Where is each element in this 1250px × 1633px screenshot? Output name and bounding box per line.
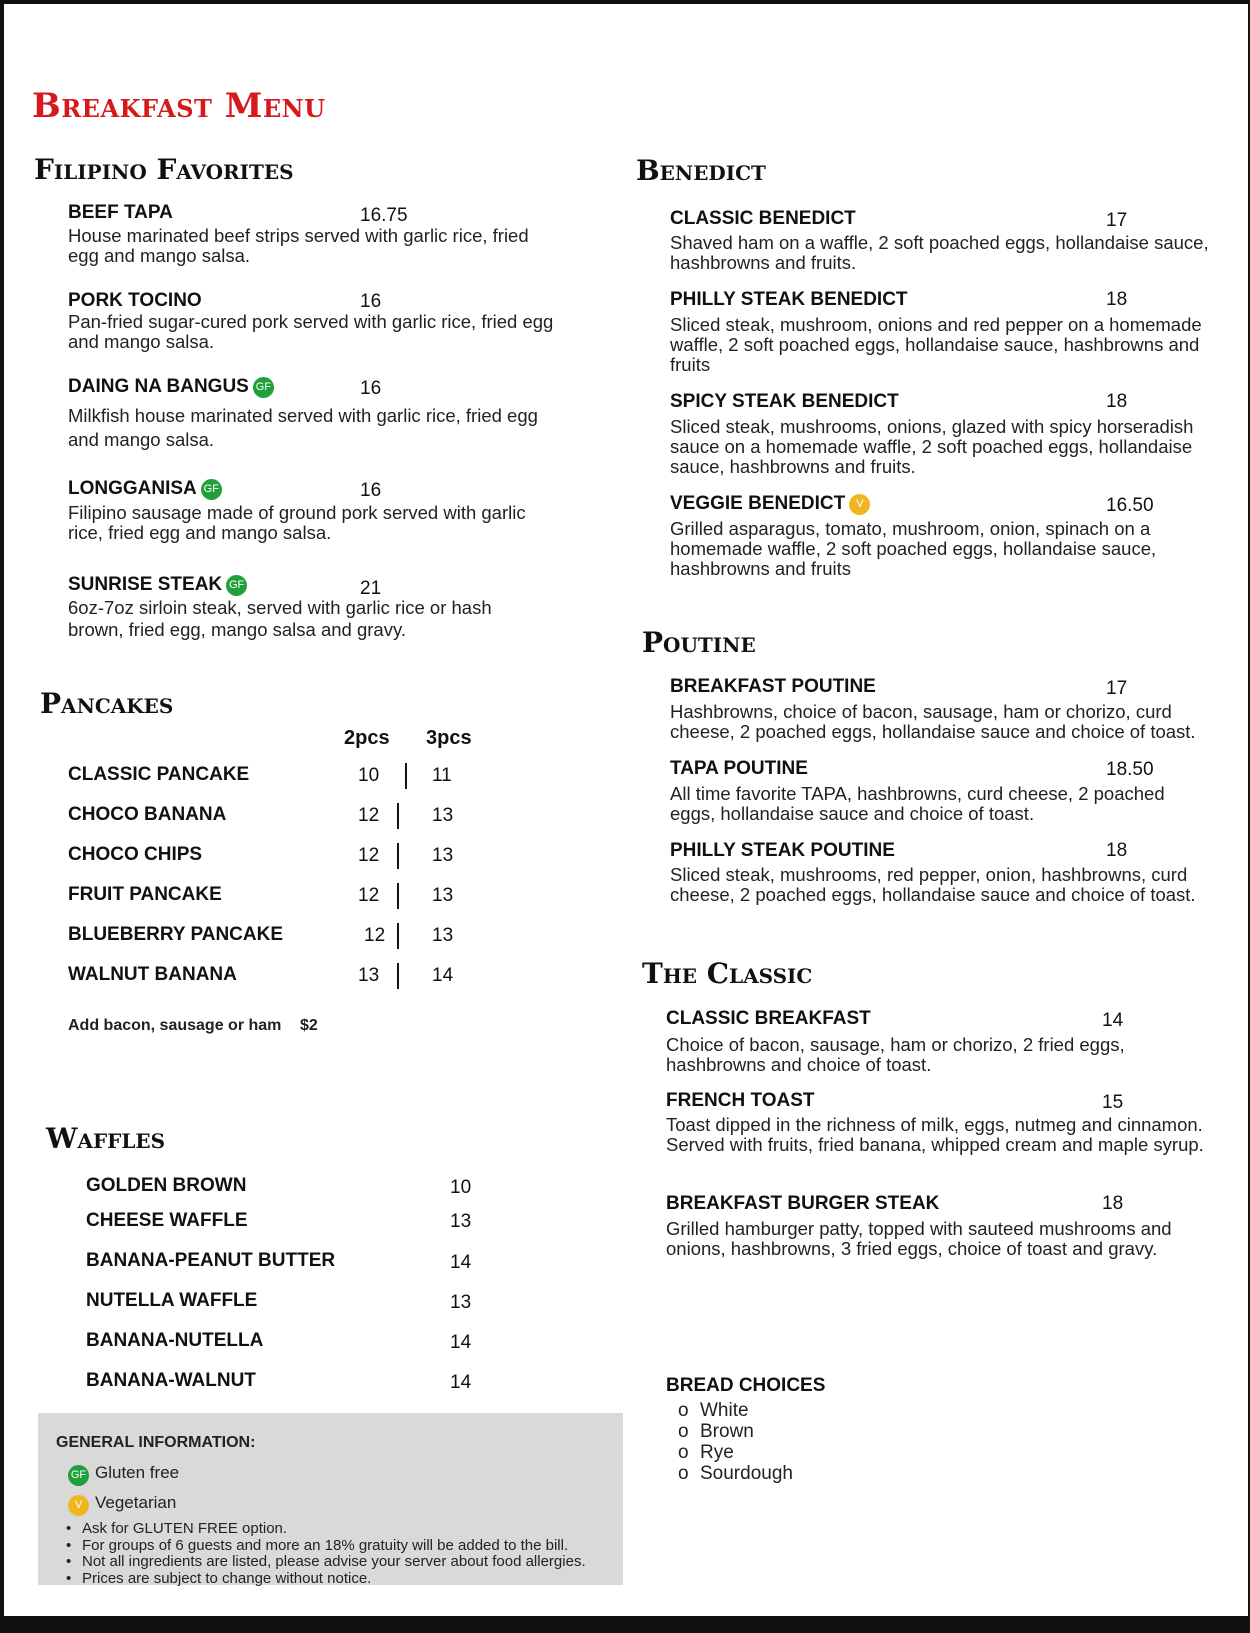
waffle-name: NUTELLA WAFFLE bbox=[86, 1290, 258, 1311]
item-description: All time favorite TAPA, hashbrowns, curd cheese, 2 poached eggs, hollandaise sauce and choice of toast. bbox=[670, 783, 1165, 824]
item-name: VEGGIE BENEDICT V bbox=[670, 493, 870, 515]
pancake-name: CHOCO CHIPS bbox=[68, 844, 203, 865]
pancake-price-3pcs: 13 bbox=[432, 845, 454, 866]
pancake-name: FRUIT PANCAKE bbox=[68, 884, 222, 905]
item-name: SPICY STEAK BENEDICT bbox=[670, 391, 899, 412]
item-name: BREAKFAST POUTINE bbox=[670, 676, 876, 697]
pancake-addon: Add bacon, sausage or ham bbox=[68, 1017, 282, 1034]
item-description: Sliced steak, mushroom, onions and red pepper on a homemade waffle, 2 soft poached eggs, hollandaise sauce, hashbrowns and fruits bbox=[670, 314, 1202, 375]
section-title-filipino: Filipino Favorites bbox=[34, 153, 294, 186]
item-price: 16 bbox=[360, 291, 382, 312]
column-header-3pcs: 3pcs bbox=[426, 727, 472, 749]
general-information-box bbox=[38, 1413, 623, 1585]
bread-choice: o Rye bbox=[678, 1442, 793, 1463]
bread-choice: o White bbox=[678, 1400, 793, 1421]
item-name: PHILLY STEAK BENEDICT bbox=[670, 289, 908, 310]
pancake-price-3pcs: 13 bbox=[432, 885, 454, 906]
price-separator bbox=[397, 883, 399, 909]
gluten-free-badge-icon: GF bbox=[68, 1465, 89, 1486]
item-description: Filipino sausage made of ground pork served with garlic rice, fried egg and mango salsa. bbox=[68, 502, 526, 543]
pancake-name: WALNUT BANANA bbox=[68, 964, 237, 985]
item-description: 6oz-7oz sirloin steak, served with garlic rice or hash brown, fried egg, mango salsa and gravy. bbox=[68, 597, 492, 640]
price-separator bbox=[397, 963, 399, 989]
info-vegetarian-legend: V Vegetarian bbox=[68, 1493, 176, 1516]
item-description: Sliced steak, mushrooms, onions, glazed with spicy horseradish sauce on a homemade waffle, 2 soft poached eggs, hollandaise sauce, hashbrowns and fruits. bbox=[670, 416, 1194, 477]
pancake-price-2pcs: 12 bbox=[364, 925, 386, 946]
waffle-price: 14 bbox=[450, 1252, 472, 1273]
waffle-name: CHEESE WAFFLE bbox=[86, 1210, 248, 1231]
waffle-price: 13 bbox=[450, 1211, 472, 1232]
item-description: Pan-fried sugar-cured pork served with garlic rice, fried egg and mango salsa. bbox=[68, 311, 554, 352]
item-name: BREAKFAST BURGER STEAK bbox=[666, 1193, 940, 1214]
bread-choices-list bbox=[678, 1400, 793, 1484]
item-price: 14 bbox=[1102, 1010, 1124, 1031]
pancake-name: CLASSIC PANCAKE bbox=[68, 764, 250, 785]
info-notes bbox=[62, 1521, 622, 1587]
gluten-free-badge-icon: GF bbox=[253, 377, 274, 398]
item-price: 18 bbox=[1102, 1193, 1124, 1214]
item-name: PORK TOCINO bbox=[68, 290, 202, 311]
item-name: PHILLY STEAK POUTINE bbox=[670, 840, 895, 861]
item-description: Sliced steak, mushrooms, red pepper, onion, hashbrowns, curd cheese, 2 poached eggs, hollandaise sauce and choice of toast. bbox=[670, 864, 1196, 905]
waffle-name: BANANA-NUTELLA bbox=[86, 1330, 264, 1351]
item-name: FRENCH TOAST bbox=[666, 1090, 815, 1111]
pancake-price-2pcs: 12 bbox=[358, 885, 380, 906]
item-description: House marinated beef strips served with garlic rice, fried egg and mango salsa. bbox=[68, 225, 529, 266]
section-title-waffles: Waffles bbox=[46, 1122, 166, 1155]
waffle-price: 14 bbox=[450, 1332, 472, 1353]
waffle-price: 10 bbox=[450, 1177, 472, 1198]
item-description: Milkfish house marinated served with garlic rice, fried egg and mango salsa. bbox=[68, 405, 538, 450]
item-name: CLASSIC BENEDICT bbox=[670, 208, 856, 229]
item-description: Grilled asparagus, tomato, mushroom, onion, spinach on a homemade waffle, 2 soft poached eggs, hollandaise sauce, hashbrowns and fruits bbox=[670, 518, 1157, 579]
price-separator bbox=[397, 803, 399, 829]
waffle-price: 14 bbox=[450, 1372, 472, 1393]
gluten-free-badge-icon: GF bbox=[201, 479, 222, 500]
price-separator bbox=[397, 923, 399, 949]
item-price: 16.50 bbox=[1106, 495, 1154, 516]
item-name: DAING NA BANGUS GF bbox=[68, 376, 274, 398]
item-name: TAPA POUTINE bbox=[670, 758, 808, 779]
item-price: 18 bbox=[1106, 840, 1128, 861]
item-name: LONGGANISA GF bbox=[68, 478, 222, 500]
vegetarian-badge-icon: V bbox=[68, 1495, 89, 1516]
waffle-name: BANANA-WALNUT bbox=[86, 1370, 256, 1391]
gluten-free-badge-icon: GF bbox=[226, 575, 247, 596]
item-price: 16 bbox=[360, 378, 382, 399]
waffle-price: 13 bbox=[450, 1292, 472, 1313]
vegetarian-badge-icon: V bbox=[849, 494, 870, 515]
pancake-price-3pcs: 14 bbox=[432, 965, 454, 986]
pancake-price-3pcs: 11 bbox=[432, 765, 452, 786]
info-note: • Not all ingredients are listed, please advise your server about food allergies. bbox=[62, 1554, 622, 1571]
item-description: Hashbrowns, choice of bacon, sausage, ham or chorizo, curd cheese, 2 poached eggs, hollandaise sauce and choice of toast. bbox=[670, 701, 1196, 742]
item-price: 16 bbox=[360, 480, 382, 501]
bread-choices-title: BREAD CHOICES bbox=[666, 1375, 826, 1396]
pancake-name: BLUEBERRY PANCAKE bbox=[68, 924, 284, 945]
item-description: Toast dipped in the richness of milk, eggs, nutmeg and cinnamon. Served with fruits, fried banana, whipped cream and maple syrup. bbox=[666, 1114, 1204, 1155]
item-name: BEEF TAPA bbox=[68, 202, 173, 223]
info-title: GENERAL INFORMATION: bbox=[56, 1434, 256, 1451]
item-price: 17 bbox=[1106, 678, 1128, 699]
info-note: • Ask for GLUTEN FREE option. bbox=[62, 1521, 622, 1538]
section-title-pancakes: Pancakes bbox=[40, 687, 174, 720]
info-gluten-free-legend: GF Gluten free bbox=[68, 1463, 179, 1486]
waffle-name: BANANA-PEANUT BUTTER bbox=[86, 1250, 336, 1271]
bread-choice: o Sourdough bbox=[678, 1463, 793, 1484]
pancake-price-2pcs: 13 bbox=[358, 965, 380, 986]
menu-title: Breakfast Menu bbox=[32, 86, 326, 126]
item-price: 18 bbox=[1106, 289, 1128, 310]
menu-page bbox=[4, 4, 1248, 1616]
item-price: 18 bbox=[1106, 391, 1128, 412]
waffle-name: GOLDEN BROWN bbox=[86, 1175, 247, 1196]
pancake-price-2pcs: 12 bbox=[358, 805, 380, 826]
pancake-price-3pcs: 13 bbox=[432, 805, 454, 826]
price-separator bbox=[405, 763, 407, 789]
bread-choice: o Brown bbox=[678, 1421, 793, 1442]
section-title-classic: The Classic bbox=[642, 957, 813, 990]
item-name: CLASSIC BREAKFAST bbox=[666, 1008, 871, 1029]
item-description: Grilled hamburger patty, topped with sauteed mushrooms and onions, hashbrowns, 3 fried eggs, choice of toast and gravy. bbox=[666, 1218, 1172, 1259]
pancake-name: CHOCO BANANA bbox=[68, 804, 227, 825]
pancake-price-2pcs: 10 bbox=[358, 765, 380, 786]
info-note: • For groups of 6 guests and more an 18% gratuity will be added to the bill. bbox=[62, 1538, 622, 1555]
item-price: 18.50 bbox=[1106, 759, 1154, 780]
pancake-price-2pcs: 12 bbox=[358, 845, 380, 866]
item-price: 21 bbox=[360, 578, 382, 599]
section-title-poutine: Poutine bbox=[642, 626, 756, 659]
pancake-addon-price: $2 bbox=[300, 1017, 318, 1034]
pancake-price-3pcs: 13 bbox=[432, 925, 454, 946]
item-price: 16.75 bbox=[360, 205, 408, 226]
item-description: Choice of bacon, sausage, ham or chorizo, 2 fried eggs, hashbrowns and choice of toast. bbox=[666, 1034, 1125, 1075]
item-price: 17 bbox=[1106, 210, 1128, 231]
info-note: • Prices are subject to change without notice. bbox=[62, 1571, 622, 1588]
item-name: SUNRISE STEAK GF bbox=[68, 574, 247, 596]
column-header-2pcs: 2pcs bbox=[344, 727, 390, 749]
price-separator bbox=[397, 843, 399, 869]
section-title-benedict: Benedict bbox=[636, 154, 766, 187]
item-price: 15 bbox=[1102, 1092, 1124, 1113]
item-description: Shaved ham on a waffle, 2 soft poached eggs, hollandaise sauce, hashbrowns and fruits. bbox=[670, 232, 1209, 273]
